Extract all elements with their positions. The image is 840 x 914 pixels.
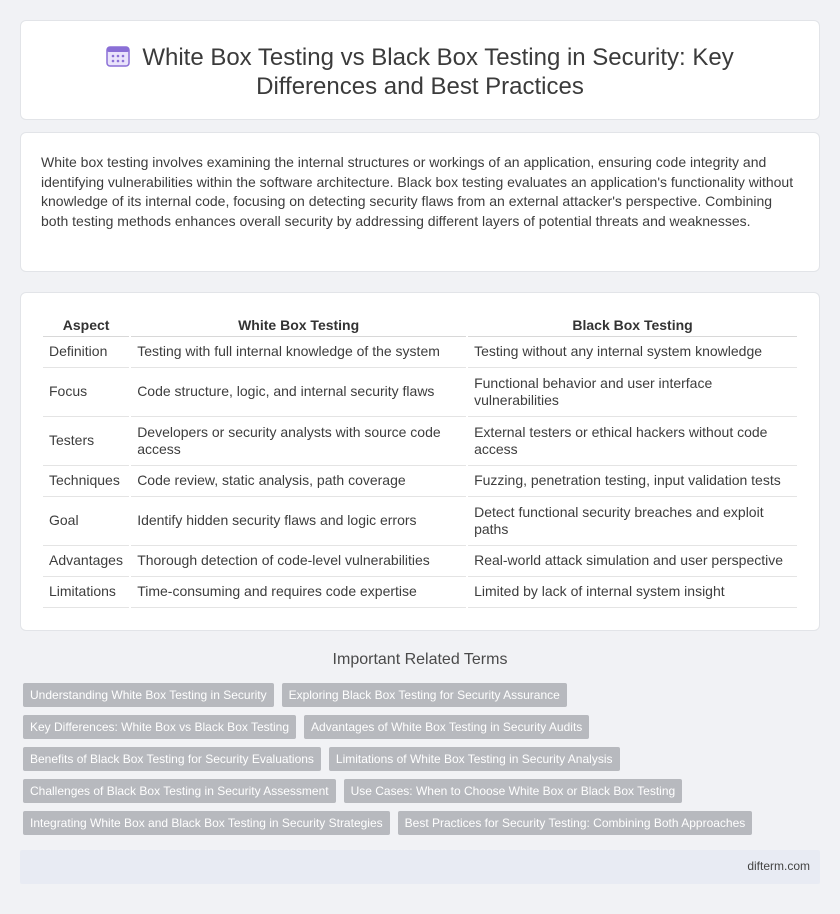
tag-row — [23, 811, 783, 835]
row-aspect: Limitations — [43, 577, 129, 608]
related-term-link[interactable]: Advantages of White Box Testing in Security Audits — [304, 715, 589, 739]
row-white-box: Code review, static analysis, path coverage — [131, 466, 466, 497]
row-white-box: Identify hidden security flaws and logic errors — [131, 497, 466, 546]
comparison-card — [20, 292, 820, 631]
header-black-box: Black Box Testing — [468, 313, 797, 337]
comparison-table — [41, 313, 799, 608]
table-row — [43, 577, 797, 608]
intro-paragraph: White box testing involves examining the internal structures or workings of an application, ensuring code integrity and identifying vulnerabilities within the software architecture. Black box testing evaluates an application's functionality without knowledge of its internal code, focusing on detecting security flaws from an external attacker's perspective. Combining both testing methods enhances overall security by addressing different layers of potential threats and weaknesses. — [41, 154, 794, 229]
row-aspect: Focus — [43, 368, 129, 417]
row-black-box: Detect functional security breaches and exploit paths — [468, 497, 797, 546]
row-black-box: External testers or ethical hackers without code access — [468, 417, 797, 466]
row-black-box: Functional behavior and user interface vulnerabilities — [468, 368, 797, 417]
row-white-box: Time-consuming and requires code expertise — [131, 577, 466, 608]
related-term-link[interactable]: Integrating White Box and Black Box Testing in Security Strategies — [23, 811, 390, 835]
tag-row — [23, 779, 783, 803]
related-term-link[interactable]: Benefits of Black Box Testing for Security Evaluations — [23, 747, 321, 771]
table-row — [43, 337, 797, 368]
title-line-1: White Box Testing vs Black Box Testing in Security: Key — [21, 43, 819, 72]
title-line-2: Differences and Best Practices — [256, 73, 584, 100]
tag-row — [23, 715, 783, 739]
header-white-box: White Box Testing — [131, 313, 466, 337]
related-term-link[interactable]: Key Differences: White Box vs Black Box Testing — [23, 715, 296, 739]
related-terms-heading: Important Related Terms — [332, 651, 508, 668]
row-aspect: Definition — [43, 337, 129, 368]
table-row — [43, 497, 797, 546]
row-aspect: Testers — [43, 417, 129, 466]
intro-card — [20, 132, 820, 272]
row-white-box: Testing with full internal knowledge of the system — [131, 337, 466, 368]
footer — [20, 850, 820, 884]
table-row — [43, 466, 797, 497]
related-term-link[interactable]: Best Practices for Security Testing: Combining Both Approaches — [398, 811, 753, 835]
related-term-link[interactable]: Challenges of Black Box Testing in Security Assessment — [23, 779, 336, 803]
row-aspect: Advantages — [43, 546, 129, 577]
row-black-box: Testing without any internal system knowledge — [468, 337, 797, 368]
tag-row — [23, 747, 783, 771]
row-white-box: Code structure, logic, and internal security flaws — [131, 368, 466, 417]
row-black-box: Real-world attack simulation and user perspective — [468, 546, 797, 577]
footer-site-link[interactable]: difterm.com — [747, 859, 810, 873]
tag-row — [23, 683, 783, 707]
header-aspect: Aspect — [43, 313, 129, 337]
table-row — [43, 368, 797, 417]
related-terms-list — [23, 683, 783, 843]
table-row — [43, 417, 797, 466]
table-header-row — [43, 313, 797, 337]
related-term-link[interactable]: Understanding White Box Testing in Security — [23, 683, 274, 707]
related-term-link[interactable]: Exploring Black Box Testing for Security Assurance — [282, 683, 567, 707]
row-black-box: Limited by lack of internal system insight — [468, 577, 797, 608]
related-term-link[interactable]: Use Cases: When to Choose White Box or Black Box Testing — [344, 779, 683, 803]
row-aspect: Techniques — [43, 466, 129, 497]
row-aspect: Goal — [43, 497, 129, 546]
table-row — [43, 546, 797, 577]
row-white-box: Thorough detection of code-level vulnerabilities — [131, 546, 466, 577]
related-term-link[interactable]: Limitations of White Box Testing in Security Analysis — [329, 747, 620, 771]
page-title — [21, 43, 819, 101]
calendar-icon — [106, 45, 130, 67]
row-white-box: Developers or security analysts with source code access — [131, 417, 466, 466]
row-black-box: Fuzzing, penetration testing, input validation tests — [468, 466, 797, 497]
title-card — [20, 20, 820, 120]
